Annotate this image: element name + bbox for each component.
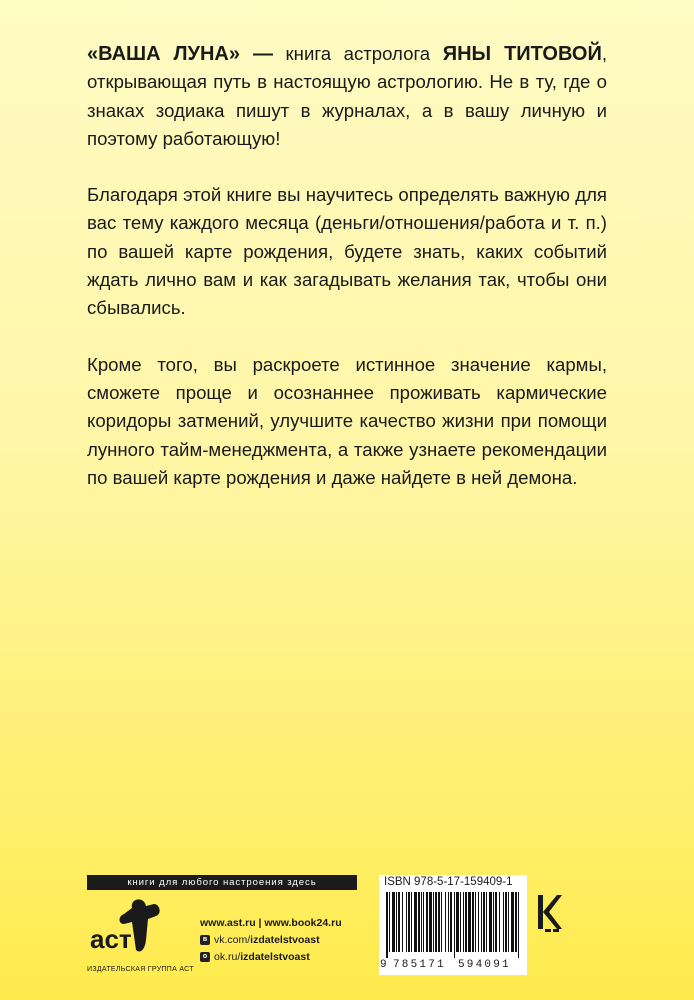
- vk-icon: в: [200, 935, 210, 945]
- blurb: [87, 40, 607, 520]
- barcode-bar: [429, 892, 432, 952]
- barcode-bar: [389, 892, 390, 952]
- isbn-number: ISBN 978-5-17-159409-1: [384, 876, 513, 888]
- barcode-bar: [486, 892, 487, 952]
- barcode-bar: [508, 892, 509, 952]
- barcode-bar: [402, 892, 403, 952]
- barcode-bar: [468, 892, 471, 952]
- barcode-bar: [489, 892, 492, 952]
- barcode-bar: [435, 892, 437, 952]
- barcode-bar: [392, 892, 395, 952]
- barcode-bar: [481, 892, 482, 952]
- vk-url-name: izdatelstvoast: [250, 934, 320, 946]
- barcode-bar: [426, 892, 428, 952]
- ok-icon: о: [200, 952, 210, 962]
- barcode-bar: [454, 892, 455, 958]
- barcode-digits-right: 594091: [458, 959, 511, 971]
- ok-url-name: izdatelstvoast: [240, 951, 310, 963]
- barcode-panel: [379, 875, 527, 975]
- publisher-k-mark: [535, 893, 565, 933]
- vk-link: [200, 933, 342, 947]
- barcode-bar: [396, 892, 397, 952]
- barcode-bar: [406, 892, 407, 952]
- barcode-image: [386, 892, 522, 958]
- barcode-bar: [463, 892, 464, 952]
- logo-text: аст: [90, 924, 132, 954]
- barcode-bar: [493, 892, 494, 952]
- barcode-bar: [411, 892, 412, 952]
- barcode-bar: [398, 892, 400, 952]
- barcode-bar: [483, 892, 485, 952]
- website-links: www.ast.ru | www.book24.ru: [200, 917, 342, 929]
- barcode-bar: [503, 892, 504, 952]
- vk-url-prefix: vk.com/: [214, 934, 251, 946]
- barcode-bar: [456, 892, 459, 952]
- author-name: ЯНЫ ТИТОВОЙ: [442, 43, 602, 65]
- barcode-bar: [433, 892, 434, 952]
- barcode-bar: [386, 892, 388, 958]
- ok-url-prefix: ok.ru/: [214, 951, 241, 963]
- barcode-bar: [475, 892, 476, 952]
- barcode-bar: [518, 892, 519, 958]
- barcode-bar: [495, 892, 497, 952]
- blurb-text: , открывающая путь в настоящую астрологию. Не в ту, где о знаках зодиака пишут в журналах, а в вашу личную и поэтому работающую!: [87, 43, 608, 149]
- barcode-bar: [438, 892, 440, 952]
- barcode-bar: [511, 892, 514, 952]
- barcode-bar: [460, 892, 461, 952]
- publisher-links: [200, 916, 342, 964]
- barcode-bar: [465, 892, 467, 952]
- barcode-bar: [418, 892, 420, 952]
- publisher-caption: ИЗДАТЕЛЬСКАЯ ГРУППА АСТ: [87, 966, 194, 973]
- blurb-paragraph-1: [87, 40, 607, 153]
- blurb-text: книга астролога: [272, 43, 443, 64]
- barcode-bar: [472, 892, 474, 952]
- barcode-bar: [448, 892, 449, 952]
- barcode-bar: [421, 892, 422, 952]
- barcode-bar: [515, 892, 517, 952]
- ast-logo: [86, 894, 186, 964]
- blurb-paragraph-2: Благодаря этой книге вы научитесь определять важную для вас тему каждого месяца (деньги/отношения/работа и т. п.) по вашей карте рождения, будете знать, каких событий ждать лично вам и как загадывать желания так, чтобы они сбывались.: [87, 184, 607, 319]
- book-title: «ВАША ЛУНА» —: [87, 43, 273, 65]
- tagline-banner: книги для любого настроения здесь: [87, 875, 357, 890]
- barcode-digits-left: 785171: [393, 959, 446, 971]
- barcode-bar: [414, 892, 417, 952]
- barcode-bar: [450, 892, 452, 952]
- barcode-bar: [478, 892, 479, 952]
- barcode-bar: [445, 892, 446, 952]
- barcode-bar: [505, 892, 507, 952]
- barcode-bar: [423, 892, 424, 952]
- ok-link: [200, 950, 342, 964]
- barcode-bar: [441, 892, 442, 952]
- barcode-digit-prefix: 9: [380, 959, 387, 971]
- barcode-bar: [408, 892, 410, 952]
- barcode-bar: [499, 892, 500, 952]
- blurb-paragraph-3: Кроме того, вы раскроете истинное значение кармы, сможете проще и осознаннее проживать кармические коридоры затмений, улучшите качество жизни при помощи лунного тайм-менеджмента, а также узнаете рекомендации по вашей карте рождения и даже найдете в ней демона.: [87, 353, 607, 488]
